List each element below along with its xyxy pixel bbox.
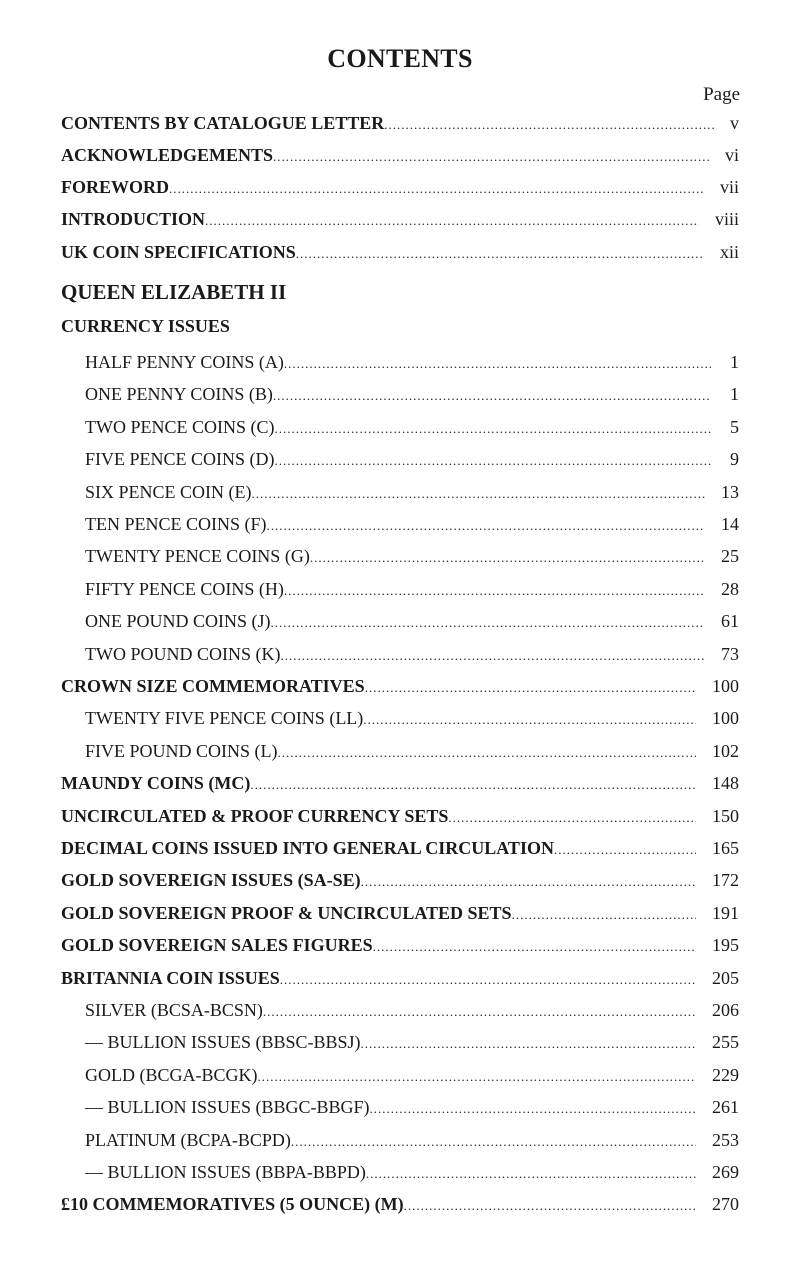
dot-leader — [361, 869, 696, 895]
toc-entry-page-number: 100 — [712, 676, 739, 696]
toc-entry-page-number: 255 — [712, 1032, 739, 1053]
toc-entry — [61, 770, 739, 796]
toc-entry-label: PLATINUM (BCPA-BCPD) — [85, 1129, 291, 1150]
toc-entry-label: BRITANNIA COIN ISSUES — [61, 967, 280, 988]
toc-entry-label: HALF PENNY COINS (A) — [85, 352, 284, 372]
toc-entry-page-number: vii — [719, 177, 739, 197]
toc-entry-label: TWO PENCE COINS (C) — [85, 416, 275, 437]
page-column-label: Page — [703, 84, 740, 105]
toc-entry — [61, 110, 739, 136]
dot-leader — [296, 241, 704, 267]
toc-entry-page-number: 229 — [712, 1064, 739, 1085]
toc-entry-page-number: 148 — [712, 773, 739, 794]
page-title: CONTENTS — [327, 44, 473, 73]
dot-leader — [363, 707, 696, 733]
dot-leader — [384, 112, 714, 138]
toc-entry-label: TWENTY FIVE PENCE COINS (LL) — [85, 708, 364, 729]
dot-leader — [281, 643, 706, 669]
toc-entry — [61, 900, 739, 926]
toc-entry — [61, 608, 739, 634]
toc-entry-page-number: 1 — [730, 352, 739, 372]
toc-entry-page-number: xii — [719, 242, 739, 262]
toc-entry — [61, 835, 739, 861]
toc-entry-page-number: 5 — [730, 416, 739, 437]
toc-entry — [61, 543, 739, 569]
toc-entry-page-number: 28 — [721, 578, 739, 599]
toc-entry — [61, 414, 739, 440]
toc-entry — [61, 1029, 739, 1055]
toc-entry-label: MAUNDY COINS (MC) — [61, 773, 251, 794]
toc-entry-page-number: 100 — [712, 708, 739, 729]
toc-entry-page-number: 261 — [712, 1097, 739, 1118]
toc-entry-label: CONTENTS BY CATALOGUE LETTER — [61, 113, 385, 133]
toc-entry-label: FOREWORD — [61, 177, 169, 197]
dot-leader — [365, 675, 696, 701]
dot-leader — [252, 481, 706, 507]
toc-entry-page-number: 269 — [712, 1162, 739, 1182]
toc-entry — [61, 381, 739, 407]
toc-entry — [61, 206, 739, 232]
toc-entry-label: CROWN SIZE COMMEMORATIVES — [61, 676, 365, 696]
toc-entry-label: GOLD (BCGA-BCGK) — [85, 1064, 258, 1085]
dot-leader — [250, 772, 696, 798]
toc-entry-label: SILVER (BCSA-BCSN) — [85, 1000, 263, 1020]
toc-entry-label: UNCIRCULATED & PROOF CURRENCY SETS — [61, 805, 449, 826]
toc-entry-label: — BULLION ISSUES (BBPA-BBPD) — [85, 1162, 366, 1182]
dot-leader — [273, 144, 709, 170]
dot-leader — [275, 448, 712, 474]
toc-entry — [61, 932, 739, 958]
dot-leader — [169, 176, 704, 202]
toc-entry-page-number: 172 — [712, 870, 739, 891]
toc-entry-page-number: 150 — [712, 805, 739, 826]
dot-leader — [267, 513, 705, 539]
dot-leader — [554, 837, 696, 863]
dot-leader — [263, 999, 696, 1025]
dot-leader — [373, 934, 696, 960]
toc-entry-label: GOLD SOVEREIGN ISSUES (SA-SE) — [61, 870, 361, 891]
toc-entry — [61, 965, 739, 991]
toc-entry — [61, 1094, 739, 1120]
dot-leader — [205, 208, 699, 234]
toc-entry — [61, 803, 739, 829]
dot-leader — [271, 610, 705, 636]
toc-entry-page-number: 13 — [721, 481, 739, 502]
dot-leader — [275, 416, 712, 442]
toc-entry — [61, 174, 739, 200]
toc-entry-page-number: 206 — [712, 1000, 739, 1020]
toc-entry-page-number: 61 — [721, 611, 739, 632]
dot-leader — [310, 545, 705, 571]
currency-issues-heading: CURRENCY ISSUES — [61, 316, 230, 336]
toc-entry-label: GOLD SOVEREIGN SALES FIGURES — [61, 935, 373, 956]
toc-entry — [61, 511, 739, 537]
toc-entry — [61, 446, 739, 472]
dot-leader — [284, 578, 705, 604]
toc-entry — [61, 738, 739, 764]
toc-entry-label: FIVE PENCE COINS (D) — [85, 449, 275, 470]
toc-entry-page-number: v — [730, 113, 739, 133]
dot-leader — [448, 805, 696, 831]
toc-entry-page-number: 102 — [712, 740, 739, 761]
toc-entry-page-number: 73 — [721, 643, 739, 664]
toc-entry-label: FIFTY PENCE COINS (H) — [85, 578, 284, 599]
toc-entry-label: UK COIN SPECIFICATIONS — [61, 242, 296, 262]
toc-entry — [61, 641, 739, 667]
toc-entry — [61, 997, 739, 1023]
toc-entry-label: £10 COMMEMORATIVES (5 OUNCE) (M) — [61, 1194, 404, 1215]
dot-leader — [361, 1031, 696, 1057]
toc-entry-page-number: viii — [714, 209, 739, 229]
dot-leader — [404, 1193, 696, 1219]
toc-entry-label: TWO POUND COINS (K) — [85, 643, 281, 664]
toc-entry-label: — BULLION ISSUES (BBGC-BBGF) — [85, 1097, 370, 1118]
toc-entry-page-number: 9 — [730, 449, 739, 470]
toc-entry — [61, 142, 739, 168]
dot-leader — [273, 383, 711, 409]
toc-entry — [61, 705, 739, 731]
dot-leader — [370, 1096, 696, 1122]
toc-entry-label: TWENTY PENCE COINS (G) — [85, 546, 310, 567]
toc-entry — [61, 673, 739, 699]
dot-leader — [512, 902, 696, 928]
toc-entry — [61, 576, 739, 602]
dot-leader — [366, 1161, 696, 1187]
dot-leader — [284, 351, 712, 377]
toc-entry-label: SIX PENCE COIN (E) — [85, 481, 252, 502]
toc-entry-label: ACKNOWLEDGEMENTS — [61, 145, 274, 165]
dot-leader — [258, 1064, 697, 1090]
toc-entry-label: DECIMAL COINS ISSUED INTO GENERAL CIRCULATION — [61, 838, 554, 858]
dot-leader — [280, 967, 696, 993]
toc-entry-label: INTRODUCTION — [61, 209, 206, 229]
toc-entry-label: FIVE POUND COINS (L) — [85, 740, 278, 761]
dot-leader — [291, 1129, 696, 1155]
toc-entry-label: ONE PENNY COINS (B) — [85, 384, 273, 405]
toc-entry — [61, 1127, 739, 1153]
toc-entry-page-number: 14 — [721, 514, 739, 534]
toc-entry — [61, 349, 739, 375]
toc-entry-page-number: 205 — [712, 967, 739, 988]
section-heading: QUEEN ELIZABETH II — [61, 280, 287, 304]
toc-entry-page-number: 1 — [730, 384, 739, 405]
toc-entry-page-number: 253 — [712, 1129, 739, 1150]
toc-entry-page-number: 25 — [721, 546, 739, 567]
toc-entry — [61, 1191, 739, 1217]
toc-entry-label: — BULLION ISSUES (BBSC-BBSJ) — [85, 1032, 361, 1053]
toc-entry-page-number: 270 — [712, 1194, 739, 1215]
toc-entry — [61, 1159, 739, 1185]
toc-entry-page-number: 191 — [712, 902, 739, 923]
toc-entry — [61, 239, 739, 265]
dot-leader — [278, 740, 697, 766]
toc-entry-page-number: 165 — [712, 838, 739, 858]
toc-entry-label: GOLD SOVEREIGN PROOF & UNCIRCULATED SETS — [61, 902, 512, 923]
toc-entry-label: TEN PENCE COINS (F) — [85, 514, 267, 534]
toc-entry-page-number: vi — [724, 145, 739, 165]
toc-entry — [61, 1062, 739, 1088]
toc-entry-label: ONE POUND COINS (J) — [85, 611, 271, 632]
toc-entry — [61, 479, 739, 505]
toc-entry — [61, 867, 739, 893]
toc-entry-page-number: 195 — [712, 935, 739, 956]
